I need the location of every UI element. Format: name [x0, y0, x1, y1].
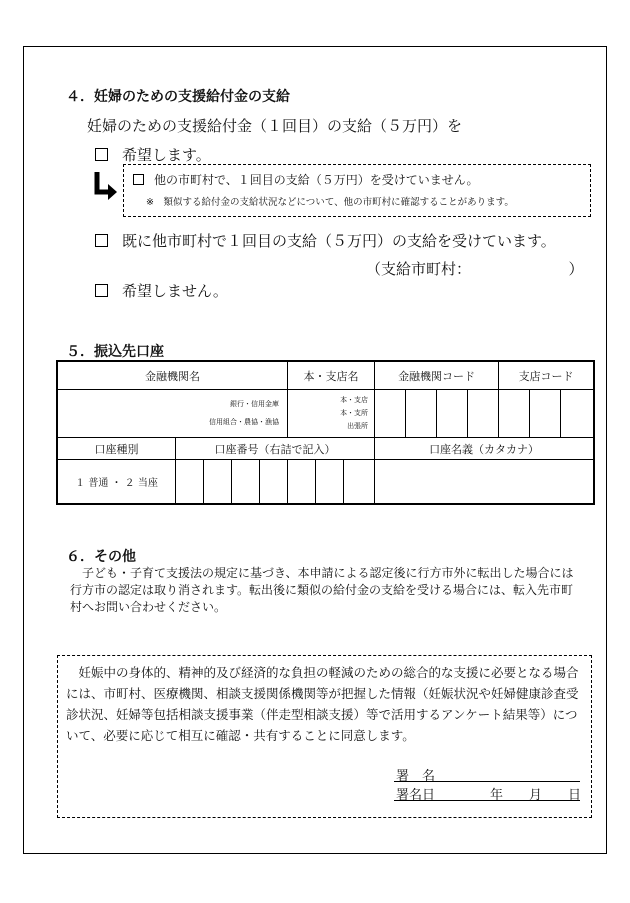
bank-type-line-1: 銀行・信用金庫: [230, 400, 280, 408]
section6-heading: ６．その他: [66, 549, 136, 565]
signature-date-line[interactable]: [394, 800, 580, 801]
bank-code-header: 金融機関コード: [375, 362, 499, 390]
account-number-digit[interactable]: [288, 460, 316, 504]
account-name-cell[interactable]: [375, 460, 594, 504]
sub-option-row: [133, 171, 478, 188]
year-label: 年: [490, 788, 504, 803]
section4-intro: 妊婦のための支援給付金（１回目）の支給（５万円）を: [87, 117, 463, 135]
option-already-row: [95, 230, 556, 251]
section6-body: 子ども・子育て支援法の規定に基づき、本申請による認定後に行方市外に転出した場合には行方市の認定は取り消されます。転出後に類似の給付金の支給を受ける場合には、転入先市町村へお問い合わせください。: [70, 566, 574, 614]
section5-heading: ５．振込先口座: [66, 344, 164, 360]
option-no-row: [95, 280, 228, 301]
account-number-header: 口座番号（右詰で記入）: [176, 438, 375, 460]
signature-date-label: 署名日: [396, 788, 436, 803]
branch-code-digit[interactable]: [499, 390, 530, 438]
branch-code-header: 支店コード: [499, 362, 594, 390]
paying-city-field[interactable]: （支給市町村： ）: [366, 260, 584, 278]
option-wish-row: [95, 144, 211, 165]
bank-name-cell[interactable]: [58, 390, 288, 438]
bank-code-digit[interactable]: [375, 390, 406, 438]
arrow-right-icon: [94, 172, 118, 200]
branch-type-1: 本・支店: [340, 396, 369, 404]
sub-option-label: 他の市町村で、１回目の支給（５万円）を受けていません。: [154, 173, 479, 187]
account-number-digit[interactable]: [260, 460, 288, 504]
branch-name-header: 本・支店名: [288, 362, 375, 390]
bank-code-digit[interactable]: [468, 390, 499, 438]
no-wish-checkbox[interactable]: [95, 284, 108, 297]
option-already-label: 既に他市町村で１回目の支給（５万円）の支給を受けています。: [122, 232, 556, 250]
consent-text: 妊娠中の身体的、精神的及び経済的な負担の軽減のための総合的な支援に必要となる場合には、市町村、医療機関、相談支援関係機関等が把握した情報（妊娠状況や妊婦健康診査受診状況、妊婦等包括相談支援事業（伴走型相談支援）等で活用するアンケート結果等）について、必要に応じて相互に確認・共有することに同意します。: [66, 665, 579, 743]
not-received-checkbox[interactable]: [133, 174, 144, 185]
bank-account-table: [57, 361, 594, 504]
branch-type-3: 出張所: [347, 422, 369, 430]
day-label: 日: [568, 788, 582, 803]
account-number-digit[interactable]: [344, 460, 375, 504]
account-number-digit[interactable]: [176, 460, 204, 504]
branch-code-digit[interactable]: [561, 390, 594, 438]
bank-code-digit[interactable]: [437, 390, 468, 438]
signature-line[interactable]: [394, 781, 580, 782]
already-received-checkbox[interactable]: [95, 234, 108, 247]
bank-name-header: 金融機関名: [58, 362, 288, 390]
account-type-cell[interactable]: １ 普通 ・ ２ 当座: [58, 460, 176, 504]
option-wish-label: 希望します。: [122, 146, 211, 164]
account-number-digit[interactable]: [204, 460, 232, 504]
account-number-digit[interactable]: [232, 460, 260, 504]
sub-option-note: ※ 類似する給付金の支給状況などについて、他の市町村に確認することがあります。: [146, 197, 514, 208]
option-no-label: 希望しません。: [122, 282, 228, 300]
section4-heading: ４．妊婦のための支援給付金の支給: [66, 89, 290, 105]
branch-code-digit[interactable]: [530, 390, 561, 438]
account-number-digit[interactable]: [316, 460, 344, 504]
account-type-header: 口座種別: [58, 438, 176, 460]
branch-type-2: 本・支所: [340, 409, 369, 417]
bank-code-digit[interactable]: [406, 390, 437, 438]
branch-name-cell[interactable]: [288, 390, 375, 438]
wish-checkbox[interactable]: [95, 148, 108, 161]
month-label: 月: [529, 788, 543, 803]
signature-label: 署 名: [396, 769, 436, 784]
account-name-header: 口座名義（カタカナ）: [375, 438, 594, 460]
bank-type-line-2: 信用組合・農協・漁協: [209, 418, 280, 426]
